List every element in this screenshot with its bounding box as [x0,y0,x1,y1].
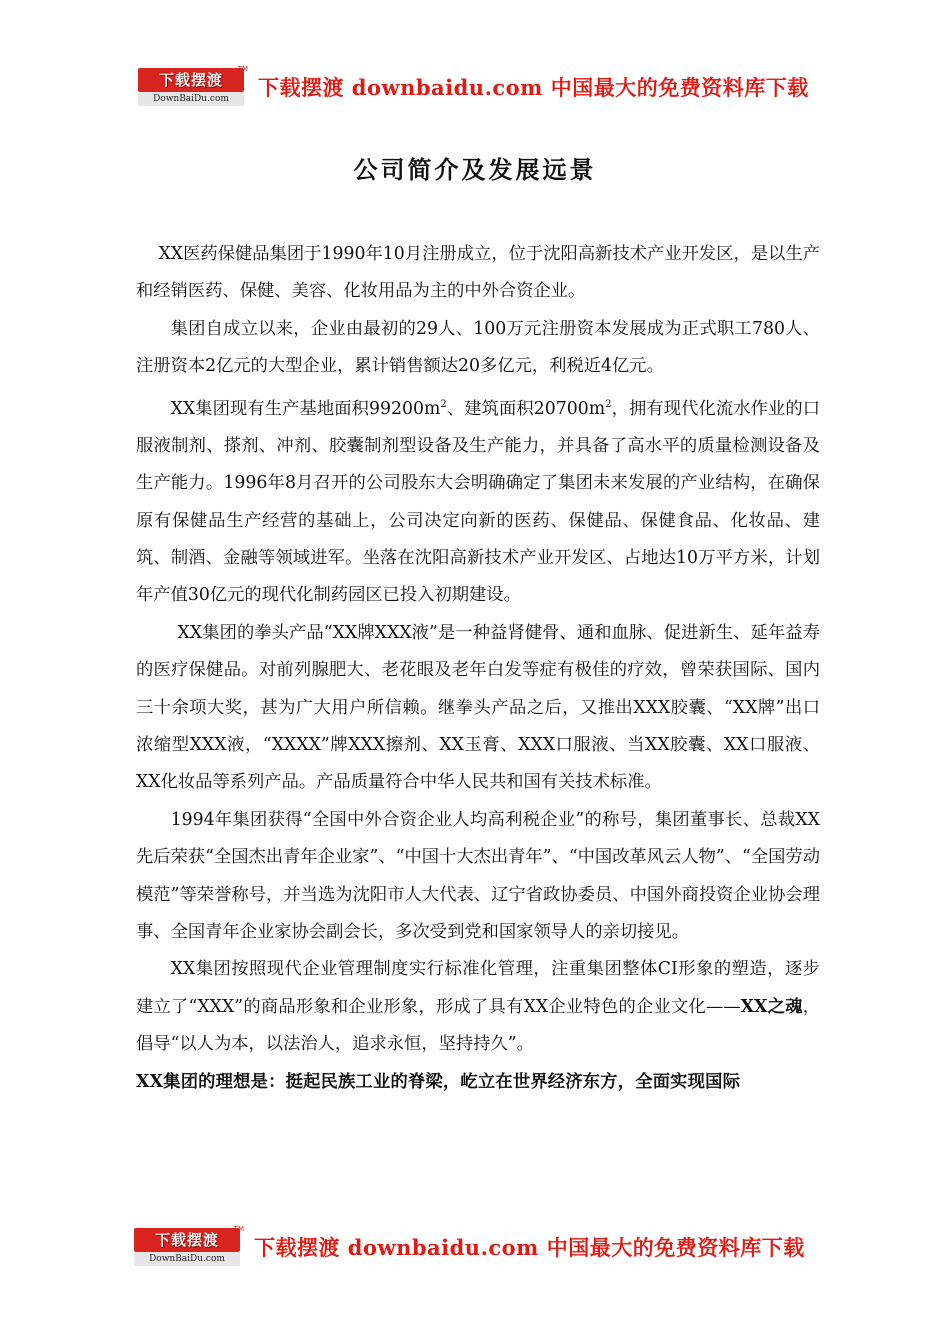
paragraph-6 [136,951,820,1063]
logo-main-text: 下载摆渡 [134,1228,240,1252]
downbaidu-logo[interactable] [134,1225,244,1266]
header-banner [138,66,809,108]
logo-sub-text: DownBaiDu.com [138,92,244,106]
paragraph-3-part-a: XX集团现有生产基地面积99200m [170,398,441,419]
banner-slogan-link[interactable]: 下载摆渡 downbaidu.com 中国最大的免费资料库下载 [258,75,809,100]
logo-main-text: 下载摆渡 [138,68,244,92]
paragraph-6-part-c: ，倡导“以人为本，以法治人，追求永恒，坚持持久”。 [136,996,821,1055]
logo-trademark: TM [237,65,248,73]
logo-trademark: TM [233,1225,244,1233]
paragraph-3-part-c: ，拥有现代化流水作业的口服液制剂、搽剂、冲剂、胶囊制剂型设备及生产能力，并具备了高水平的质量检测设备及生产能力。1996年8月召开的公司股东大会明确确定了集团未来发展的产业结构，在确保原有保健品生产经营的基础上，公司决定向新的医药、保健品、保健食品、化妆品、建筑、制酒、金融等领域进军。坐落在沈阳高新技术产业开发区、占地达10万平方米，计划年产值30亿元的现代化制药园区已投入初期建设。 [136,398,820,606]
paragraph-6-bold: XX之魂 [740,996,803,1017]
paragraph-5: 1994年集团获得“全国中外合资企业人均高利税企业”的称号，集团董事长、总裁XX先后荣获“全国杰出青年企业家”、“中国十大杰出青年”、“中国改革风云人物”、“全国劳动模范”等荣誉称号，并当选为沈阳市人大代表、辽宁省政协委员、中国外商投资企业协会理事、全国青年企业家协会副会长，多次受到党和国家领导人的亲切接见。 [136,809,820,943]
superscript-2: 2 [605,398,612,410]
document-body [136,236,820,1101]
paragraph-2: 集团自成立以来，企业由最初的29人、100万元注册资本发展成为正式职工780人、注册资本2亿元的大型企业，累计销售额达20多亿元，利税近4亿元。 [136,318,820,377]
footer-banner [134,1226,805,1268]
paragraph-4: XX集团的拳头产品“XX牌XXX液”是一种益肾健骨、通和血脉、促进新生、延年益寿的医疗保健品。对前列腺肥大、老花眼及老年白发等症有极佳的疗效，曾荣获国际、国内三十余项大奖，甚为广大用户所信赖。继拳头产品之后，又推出XXX胶囊、“XX牌”出口浓缩型XXX液，“XXXX”牌XXX擦剂、XX玉膏、XXX口服液、当XX胶囊、XX口服液、XX化妆品等系列产品。产品质量符合中华人民共和国有关技术标准。 [136,622,820,793]
downbaidu-logo[interactable] [138,65,248,106]
paragraph-3-part-b: 、建筑面积20700m [446,398,606,419]
logo-sub-text: DownBaiDu.com [134,1252,240,1266]
superscript-2: 2 [440,398,447,410]
paragraph-7-bold: XX集团的理想是：挺起民族工业的脊梁，屹立在世界经济东方，全面实现国际 [136,1071,741,1092]
banner-slogan-link[interactable]: 下载摆渡 downbaidu.com 中国最大的免费资料库下载 [254,1235,805,1260]
paragraph-1: XX医药保健品集团于1990年10月注册成立，位于沈阳高新技术产业开发区，是以生产和经销医药、保健、美容、化妆用品为主的中外合资企业。 [136,244,820,302]
paragraph-6-part-a: XX集团按照现代企业管理制度实行标准化管理，注重集团整体CI形象的塑造，逐步建立了“XXX”的商品形象和企业形象，形成了具有XX企业特色的企业文化—— [136,959,820,1017]
paragraph-3 [136,386,820,615]
document-title: 公司简介及发展远景 [353,155,597,184]
